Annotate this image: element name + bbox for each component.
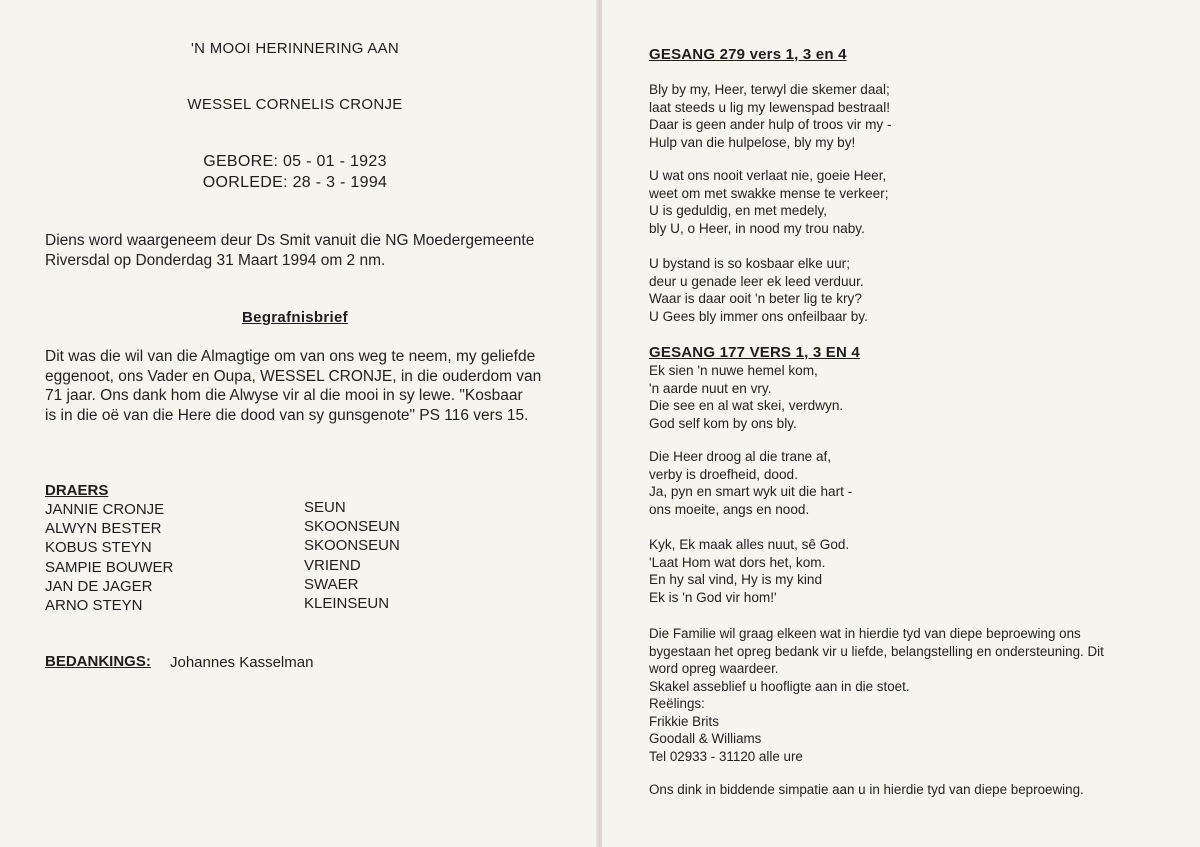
bearer-relation: SKOONSEUN (304, 537, 400, 555)
bearer-relation: KLEINSEUN (304, 595, 390, 613)
service-line: Riversdal op Donderdag 31 Maart 1994 om 2 nm. (45, 251, 386, 269)
verse-line: U bystand is so kosbaar elke uur; (649, 256, 850, 271)
verse-line: En hy sal vind, Hy is my kind (649, 572, 823, 587)
hymn-279-title: GESANG 279 vers 1, 3 en 4 (649, 46, 847, 63)
verse-line: deur u genade leer ek leed verduur. (649, 273, 864, 289)
closing-sympathy: Ons dink in biddende simpatie aan u in hierdie tyd van diepe beproewing. (649, 782, 1084, 797)
hymn-177-verse-1 (649, 362, 843, 432)
verse-line: laat steeds u lig my lewenspad bestraal! (649, 99, 891, 115)
letter-line: 71 jaar. Ons dank hom die Alwyse vir al die mooi in sy lewe. "Kosbaar (45, 387, 523, 404)
bearer-name: JANNIE CRONJE (45, 501, 165, 518)
right-page (602, 0, 1200, 847)
notice-line: bygestaan het opreg bedank vir u liefde, belangstelling en ondersteuning. Dit (649, 643, 1104, 659)
verse-line: ons moeite, angs en nood. (649, 501, 810, 517)
verse-line: Waar is daar ooit 'n beter lig te kry? (649, 291, 862, 306)
notice-line: Frikkie Brits (649, 713, 719, 729)
notice-line: Tel 02933 - 31120 alle ure (649, 748, 803, 764)
letter-line: eggenoot, ons Vader en Oupa, WESSEL CRONJE, in die ouderdom van (45, 367, 542, 385)
verse-line: 'n aarde nuut en vry. (649, 380, 772, 396)
death-date: OORLEDE: 28 - 3 - 1994 (202, 174, 388, 191)
bearer-name: JAN DE JAGER (45, 577, 153, 595)
hymn-177-title: GESANG 177 VERS 1, 3 EN 4 (649, 344, 860, 361)
bearer-name: ARNO STEYN (45, 597, 143, 615)
verse-line: weet om met swakke mense te verkeer; (649, 185, 889, 201)
notice-line: word opreg waardeer. (649, 661, 779, 676)
verse-line: Kyk, Ek maak alles nuut, sê God. (649, 537, 850, 552)
letter-line: Dit was die wil van die Almagtige om van ons weg te neem, my geliefde (45, 348, 536, 365)
verse-line: U Gees bly immer ons onfeilbaar by. (649, 308, 868, 324)
hymn-279-verse-3 (649, 255, 868, 325)
left-page (0, 0, 598, 847)
verse-line: Die Heer droog al die trane af, (649, 449, 832, 464)
verse-line: U is geduldig, en met medely, (649, 203, 828, 218)
bearer-relation: SEUN (304, 499, 346, 516)
bearers-relations (304, 498, 400, 613)
verse-line: verby is droefheid, dood. (649, 466, 798, 482)
notice-line: Goodall & Williams (649, 731, 762, 746)
verse-line: U wat ons nooit verlaat nie, goeie Heer, (649, 168, 887, 183)
thanks-label: BEDANKINGS: (45, 653, 151, 670)
verse-line: Hulp van die hulpelose, bly my by! (649, 134, 856, 150)
verse-line: God self kom by ons bly. (649, 415, 797, 431)
verse-line: Daar is geen ander hulp of troos vir my - (649, 117, 892, 132)
bearer-relation: VRIEND (304, 556, 361, 574)
notice-line: Reëlings: (649, 696, 705, 711)
verse-line: bly U, o Heer, in nood my trou naby. (649, 220, 865, 236)
verse-line: Ja, pyn en smart wyk uit die hart - (649, 484, 853, 499)
hymn-279-verse-1 (649, 81, 892, 151)
letter-line: is in die oë van die Here die dood van sy gunsgenote" PS 116 vers 15. (45, 406, 529, 424)
bearer-relation: SWAER (304, 575, 359, 593)
deceased-name: WESSEL CORNELIS CRONJE (187, 96, 403, 113)
birth-date: GEBORE: 05 - 01 - 1923 (203, 153, 387, 170)
memorial-heading: 'N MOOI HERINNERING AAN (190, 40, 400, 57)
verse-line: Ek is 'n God vir hom!' (649, 589, 777, 605)
verse-line: Die see en al wat skei, verdwyn. (649, 398, 844, 413)
bearer-name: ALWYN BESTER (45, 520, 162, 538)
thanks-name: Johannes Kasselman (170, 654, 314, 671)
bearer-name: SAMPIE BOUWER (45, 558, 174, 576)
notice-line: Die Familie wil graag elkeen wat in hierdie tyd van diepe beproewing ons (649, 626, 1081, 641)
bearer-name: KOBUS STEYN (45, 539, 152, 557)
family-notice (649, 625, 1104, 765)
verse-line: Bly by my, Heer, terwyl die skemer daal; (649, 82, 890, 97)
bearers-title: DRAERS (45, 482, 109, 499)
funeral-letter-title: Begrafnisbrief (242, 309, 348, 326)
bearer-relation: SKOONSEUN (304, 518, 400, 536)
funeral-letter (45, 347, 541, 425)
hymn-177-verse-2 (649, 448, 852, 518)
service-line: Diens word waargeneem deur Ds Smit vanuit die NG Moedergemeente (45, 232, 535, 249)
service-details (45, 231, 534, 270)
notice-line: Skakel asseblief u hoofligte aan in die stoet. (649, 678, 910, 694)
verse-line: Ek sien 'n nuwe hemel kom, (649, 363, 818, 378)
hymn-279-verse-2 (649, 167, 889, 237)
hymn-177-verse-3 (649, 536, 849, 606)
bearers-names (45, 500, 173, 615)
verse-line: 'Laat Hom wat dors het, kom. (649, 554, 826, 570)
